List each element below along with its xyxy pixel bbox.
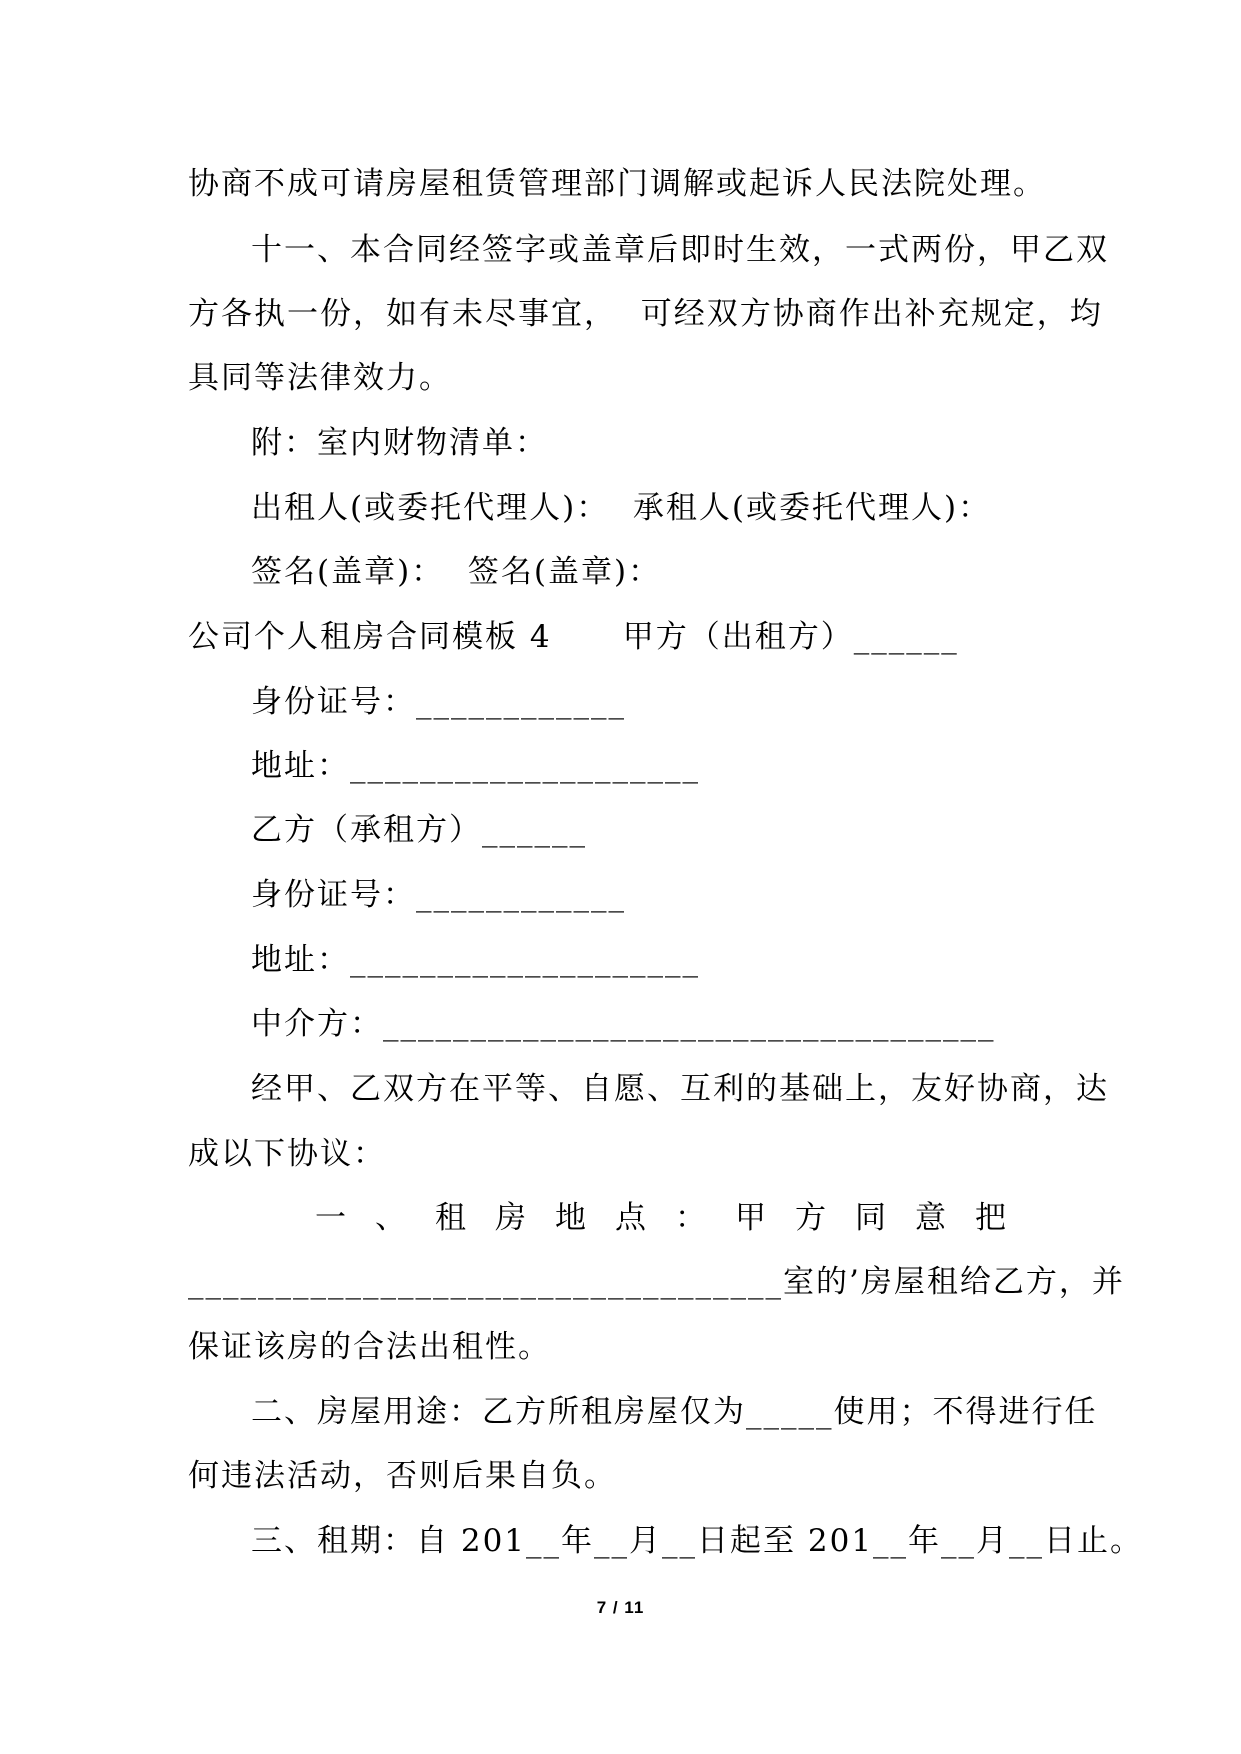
text-line: 乙方（承租方）______ — [251, 812, 587, 848]
text-line: 具同等法律效力。 — [188, 360, 452, 396]
page-number: 7 / 11 — [596, 1598, 645, 1617]
text-line: 三、租期：自 201__年__月__日起至 201__年__月__日止。 — [251, 1523, 1144, 1559]
text-line: 地址：____________________ — [251, 942, 700, 978]
text-line: 何违法活动，否则后果自负。 — [188, 1458, 617, 1494]
text-line: 保证该房的合法出租性。 — [188, 1329, 551, 1365]
text-line: 身份证号：____________ — [251, 684, 626, 720]
text-line: 一、租房地点：甲方同意把 — [315, 1200, 1035, 1236]
text-line: __________________________________室的’房屋租给乙方，并 — [188, 1264, 1125, 1300]
text-line: 协商不成可请房屋租赁管理部门调解或起诉人民法院处理。 — [188, 166, 1046, 202]
text-line: 成以下协议： — [188, 1136, 386, 1172]
contract-heading: 公司个人租房合同模板 4 甲方（出租方）______ — [188, 619, 959, 655]
text-line: 附：室内财物清单： — [251, 425, 548, 461]
text-line: 二、房屋用途：乙方所租房屋仅为_____使用；不得进行任 — [251, 1394, 1098, 1430]
text-line: 身份证号：____________ — [251, 877, 626, 913]
text-line: 方各执一份，如有未尽事宜， 可经双方协商作出补充规定，均 — [188, 296, 1103, 332]
text-line: 经甲、乙双方在平等、自愿、互利的基础上，友好协商，达 — [251, 1071, 1109, 1107]
text-line: 中介方：___________________________________ — [251, 1006, 996, 1042]
text-line: 出租人(或委托代理人)： 承租人(或委托代理人)： — [251, 490, 992, 526]
text-line: 十一、本合同经签字或盖章后即时生效，一式两份，甲乙双 — [251, 232, 1109, 268]
text-line: 地址：____________________ — [251, 748, 700, 784]
text-line: 签名(盖章)： 签名(盖章)： — [251, 554, 662, 590]
